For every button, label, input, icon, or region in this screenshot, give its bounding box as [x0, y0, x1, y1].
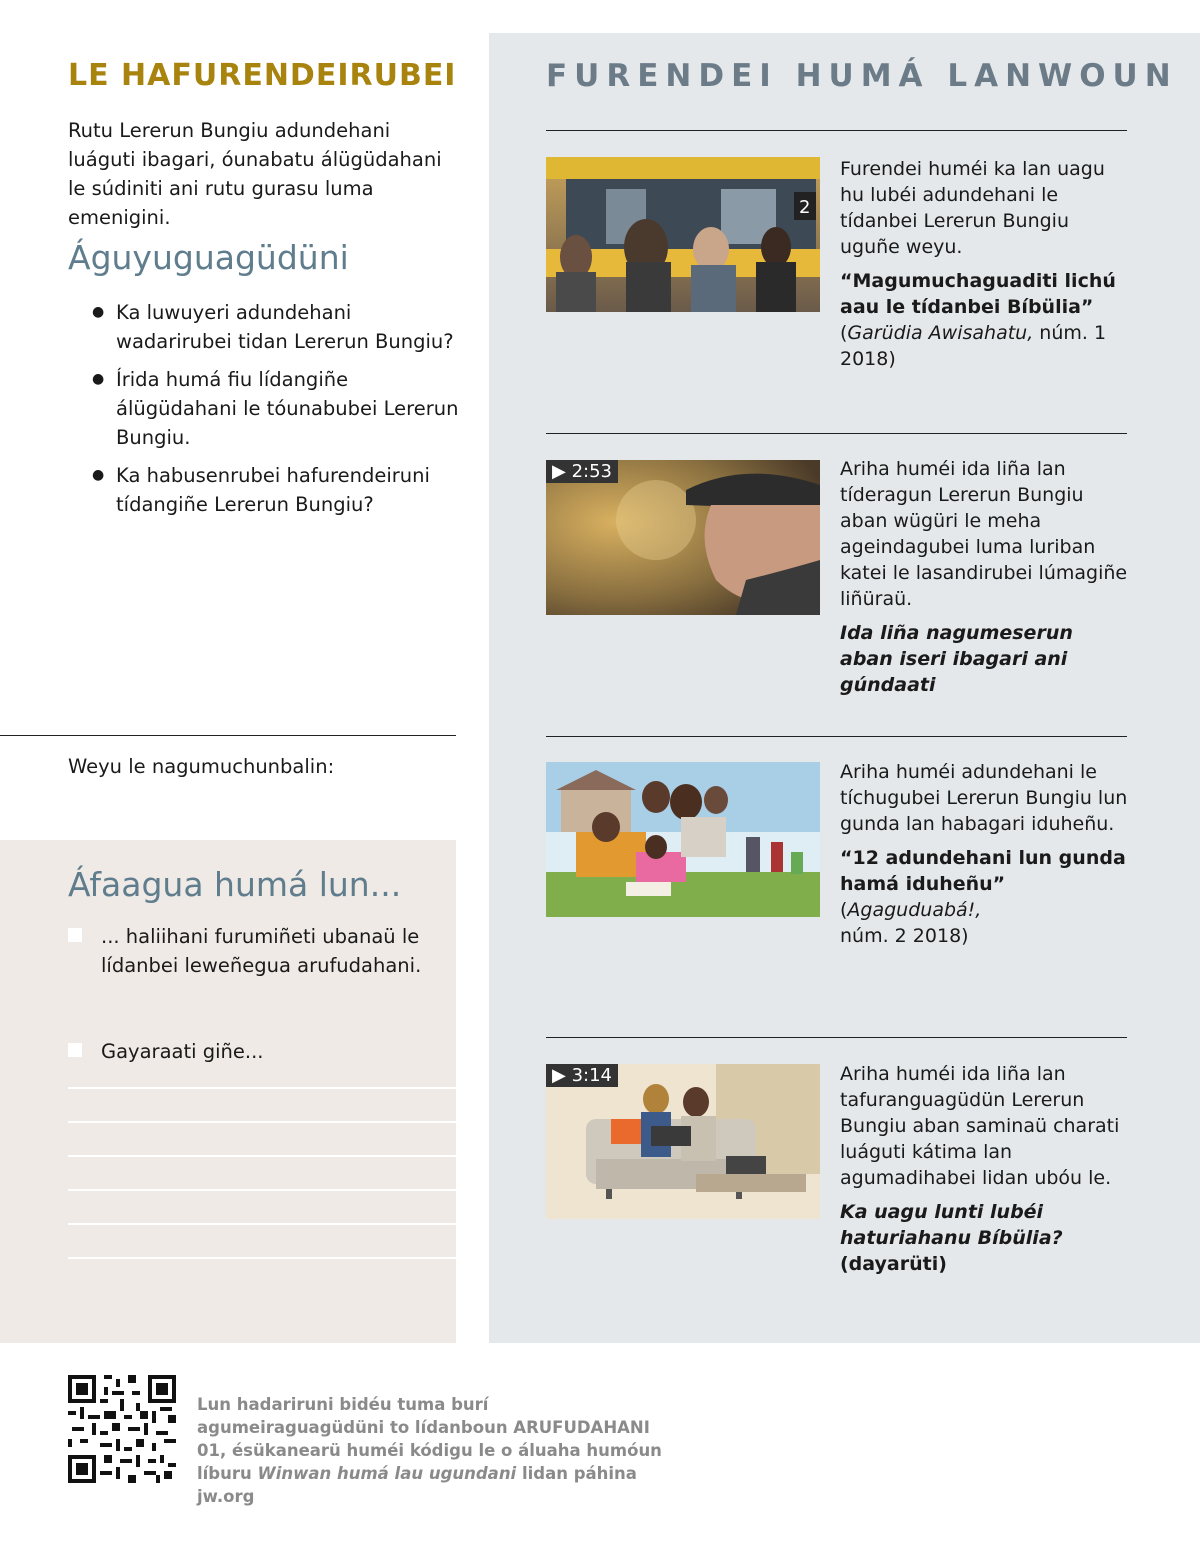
write-line[interactable]: [68, 1223, 456, 1225]
play-icon: ▶: [552, 1065, 566, 1086]
write-line[interactable]: [68, 1121, 456, 1123]
next-visit-label: Weyu le nagumuchunbalin:: [68, 755, 335, 778]
learn-more-title: Áfaagua humá lun...: [68, 865, 402, 904]
video-reference[interactable]: [840, 620, 1130, 698]
video-description: [840, 1061, 1130, 1277]
divider: [546, 130, 1127, 131]
article-summary: Ariha huméi adundehani le tíchugubei Lererun Bungiu lun gunda lan habagari iduheñu.: [840, 761, 1128, 835]
divider: [546, 1037, 1127, 1038]
video-type: (dayarüti): [840, 1253, 947, 1275]
video-title[interactable]: Ida liña nagumeserun aban iseri ibagari ani gúndaati: [840, 622, 1073, 696]
footer-note: [197, 1393, 677, 1508]
divider: [0, 735, 456, 736]
question-item: ● Ka habusenrubei hafurendeiruni tídangiñe Lererun Bungiu?: [92, 461, 462, 519]
section-title: FURENDEI HUMÁ LANWOUN: [546, 58, 1178, 94]
video-duration: 2:53: [571, 461, 612, 482]
video-title[interactable]: Ka uagu lunti lubéi haturiahanu Bíbülia?: [840, 1201, 1063, 1249]
option-1-text: ... haliihani furumiñeti ubanaü le lídanbei leweñegua arufudahani.: [101, 925, 422, 977]
video-thumbnail[interactable]: [546, 1064, 820, 1219]
article-thumbnail[interactable]: [546, 762, 820, 917]
article-description: [840, 156, 1130, 372]
svg-text:2: 2: [799, 197, 811, 218]
video-summary: Ariha huméi ida liña lan tíderagun Lererun Bungiu aban wügüri le meha ageindagubei luma luriban katei le lasandirubei lúmagiñe liñüraü.: [840, 458, 1128, 610]
video-reference[interactable]: [840, 1199, 1130, 1277]
video-summary: Ariha huméi ida liña lan tafuranguagüdün Lererun Bungiu aban saminaü charati luáguti kátima lan agumadihabei lidan ubóu le.: [840, 1063, 1120, 1189]
intro-text: Rutu Lererun Bungiu adundehani luáguti ibagari, óunabatu álügüdahani le súdiniti ani rutu gurasu luma emenigini.: [68, 119, 442, 229]
article-reference[interactable]: “12 adundehani lun gunda hamá iduheñu” (Agaguduabá!, núm. 2 2018): [840, 847, 1126, 947]
video-duration-badge: [546, 460, 618, 483]
video-thumbnail[interactable]: [546, 460, 820, 615]
divider: [546, 736, 1127, 737]
article-thumbnail[interactable]: [546, 157, 820, 312]
write-line[interactable]: [68, 1087, 456, 1089]
option-2-text: Gayaraati giñe...: [101, 1040, 264, 1063]
article-title[interactable]: “12 adundehani lun gunda hamá iduheñu”: [840, 847, 1126, 895]
qr-code-icon[interactable]: [68, 1375, 176, 1483]
video-duration: 3:14: [571, 1065, 612, 1086]
learn-more-box: [0, 840, 456, 1343]
footer-text-1: Lun hadariruni bidéu tuma burí agumeiraguagüdüni to lídanboun ARUFUDAHANI 01, ésükanearü huméi kódigu le o áluaha humóun líburu: [197, 1395, 662, 1483]
divider: [546, 433, 1127, 434]
video-description: [840, 456, 1130, 698]
article-description: [840, 759, 1130, 949]
question-item: ● Írida humá fiu lídangiñe álügüdahani le tóunabubei Lererun Bungiu.: [92, 365, 462, 452]
checkbox-option-2[interactable]: [68, 1043, 82, 1057]
checkbox-option-1[interactable]: [68, 928, 82, 942]
footer-text-2: lidan páhina jw.org: [197, 1464, 637, 1506]
article-source: Agaguduabá!,: [847, 899, 982, 921]
play-icon: ▶: [552, 461, 566, 482]
article-issue: núm. 1 2018): [840, 322, 1107, 370]
question-list: [92, 298, 462, 528]
write-line[interactable]: [68, 1189, 456, 1191]
question-item: ● Ka luwuyeri adundehani wadarirubei tidan Lererun Bungiu?: [92, 298, 462, 356]
page-title: LE HAFURENDEIRUBEI: [68, 58, 457, 93]
write-line[interactable]: [68, 1155, 456, 1157]
article-reference[interactable]: “Magumuchaguaditi lichú aau le tídanbei Bíbülia” (Garüdia Awisahatu, núm. 1 2018): [840, 270, 1116, 370]
article-source: Garüdia Awisahatu,: [847, 322, 1034, 344]
discussion-heading: Águyuguagüdüni: [68, 238, 349, 277]
video-duration-badge: [546, 1064, 618, 1087]
footer-book-title[interactable]: Winwan humá lau ugundani: [257, 1464, 517, 1483]
article-title[interactable]: “Magumuchaguaditi lichú aau le tídanbei Bíbülia”: [840, 270, 1116, 318]
write-line[interactable]: [68, 1257, 456, 1259]
article-summary: Furendei huméi ka lan uagu hu lubéi adundehani le tídanbei Lererun Bungiu uguñe weyu.: [840, 158, 1105, 258]
article-issue: núm. 2 2018): [840, 925, 969, 947]
